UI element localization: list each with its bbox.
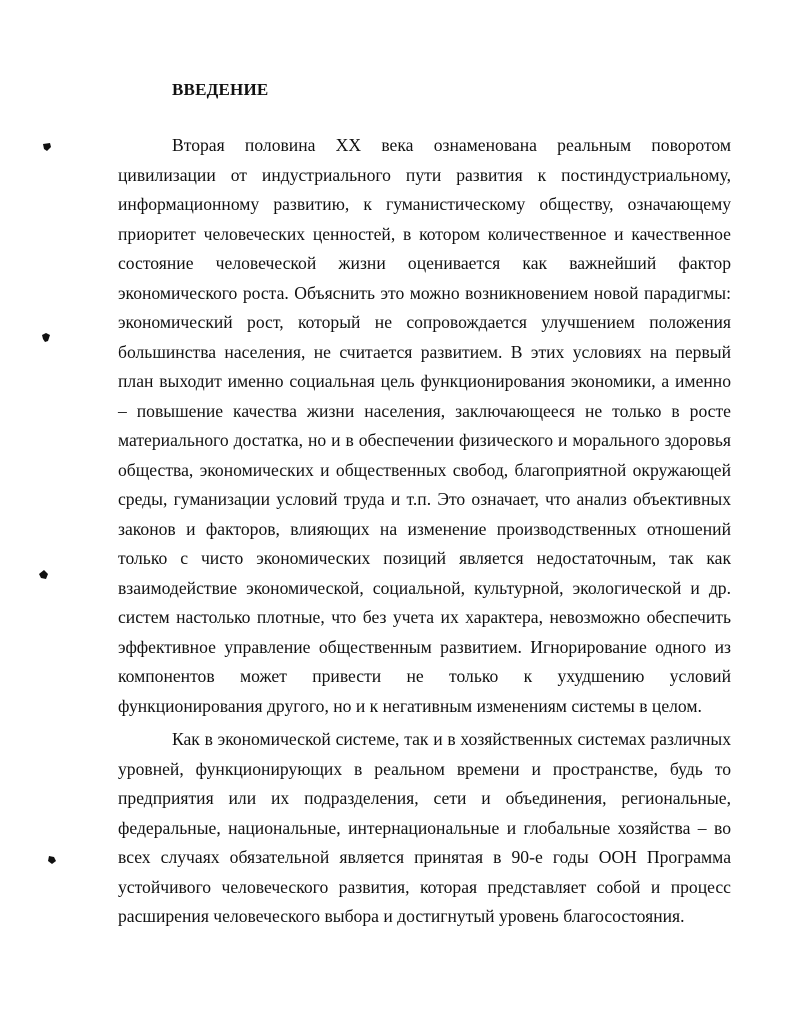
scan-artifact-mark: [41, 333, 51, 343]
scan-artifact-mark: [39, 570, 49, 580]
paragraph-1: Вторая половина XX века ознаменована реальным поворотом цивилизации от индустриального пути развития к постиндустриальному, информационному развитию, к гуманистическому обществу, означающему приоритет человеческих ценностей, в котором количественное и качественное состояние человеческой жизни оценивается как важнейший фактор экономического роста. Объяснить это можно возникновением новой парадигмы: экономический рост, который не сопровождается улучшением положения большинства населения, не считается развитием. В этих условиях на первый план выходит именно социальная цель функционирования экономики, а именно – повышение качества жизни населения, заключающееся не только в росте материального достатка, но и в обеспечении физического и морального здоровья общества, экономических и общественных свобод, благоприятной окружающей среды, гуманизации условий труда и т.п. Это означает, что анализ объективных законов и факторов, влияющих на изменение производственных отношений только с чисто экономических позиций является недостаточным, так как взаимодействие экономической, социальной, культурной, экологической и др. систем настолько плотные, что без учета их характера, невозможно обеспечить эффективное управление общественным развитием. Игнорирование одного из компонентов может привести не только к ухудшению условий функционирования другого, но и к негативным изменениям системы в целом.: [118, 135, 731, 716]
scan-artifact-mark: [42, 142, 52, 152]
paragraph-2: Как в экономической системе, так и в хозяйственных системах различных уровней, функционирующих в реальном времени и пространстве, будь то предприятия или их подразделения, сети и объединения, региональные, федеральные, национальные, интернациональные и глобальные хозяйства – во всех случаях обязательной является принятая в 90-е годы ООН Программа устойчивого человеческого развития, которая представляет собой и процесс расширения человеческого выбора и достигнутый уровень благосостояния.: [118, 729, 731, 926]
section-heading: ВВЕДЕНИЕ: [172, 80, 269, 99]
scan-artifact-mark: [47, 855, 57, 865]
